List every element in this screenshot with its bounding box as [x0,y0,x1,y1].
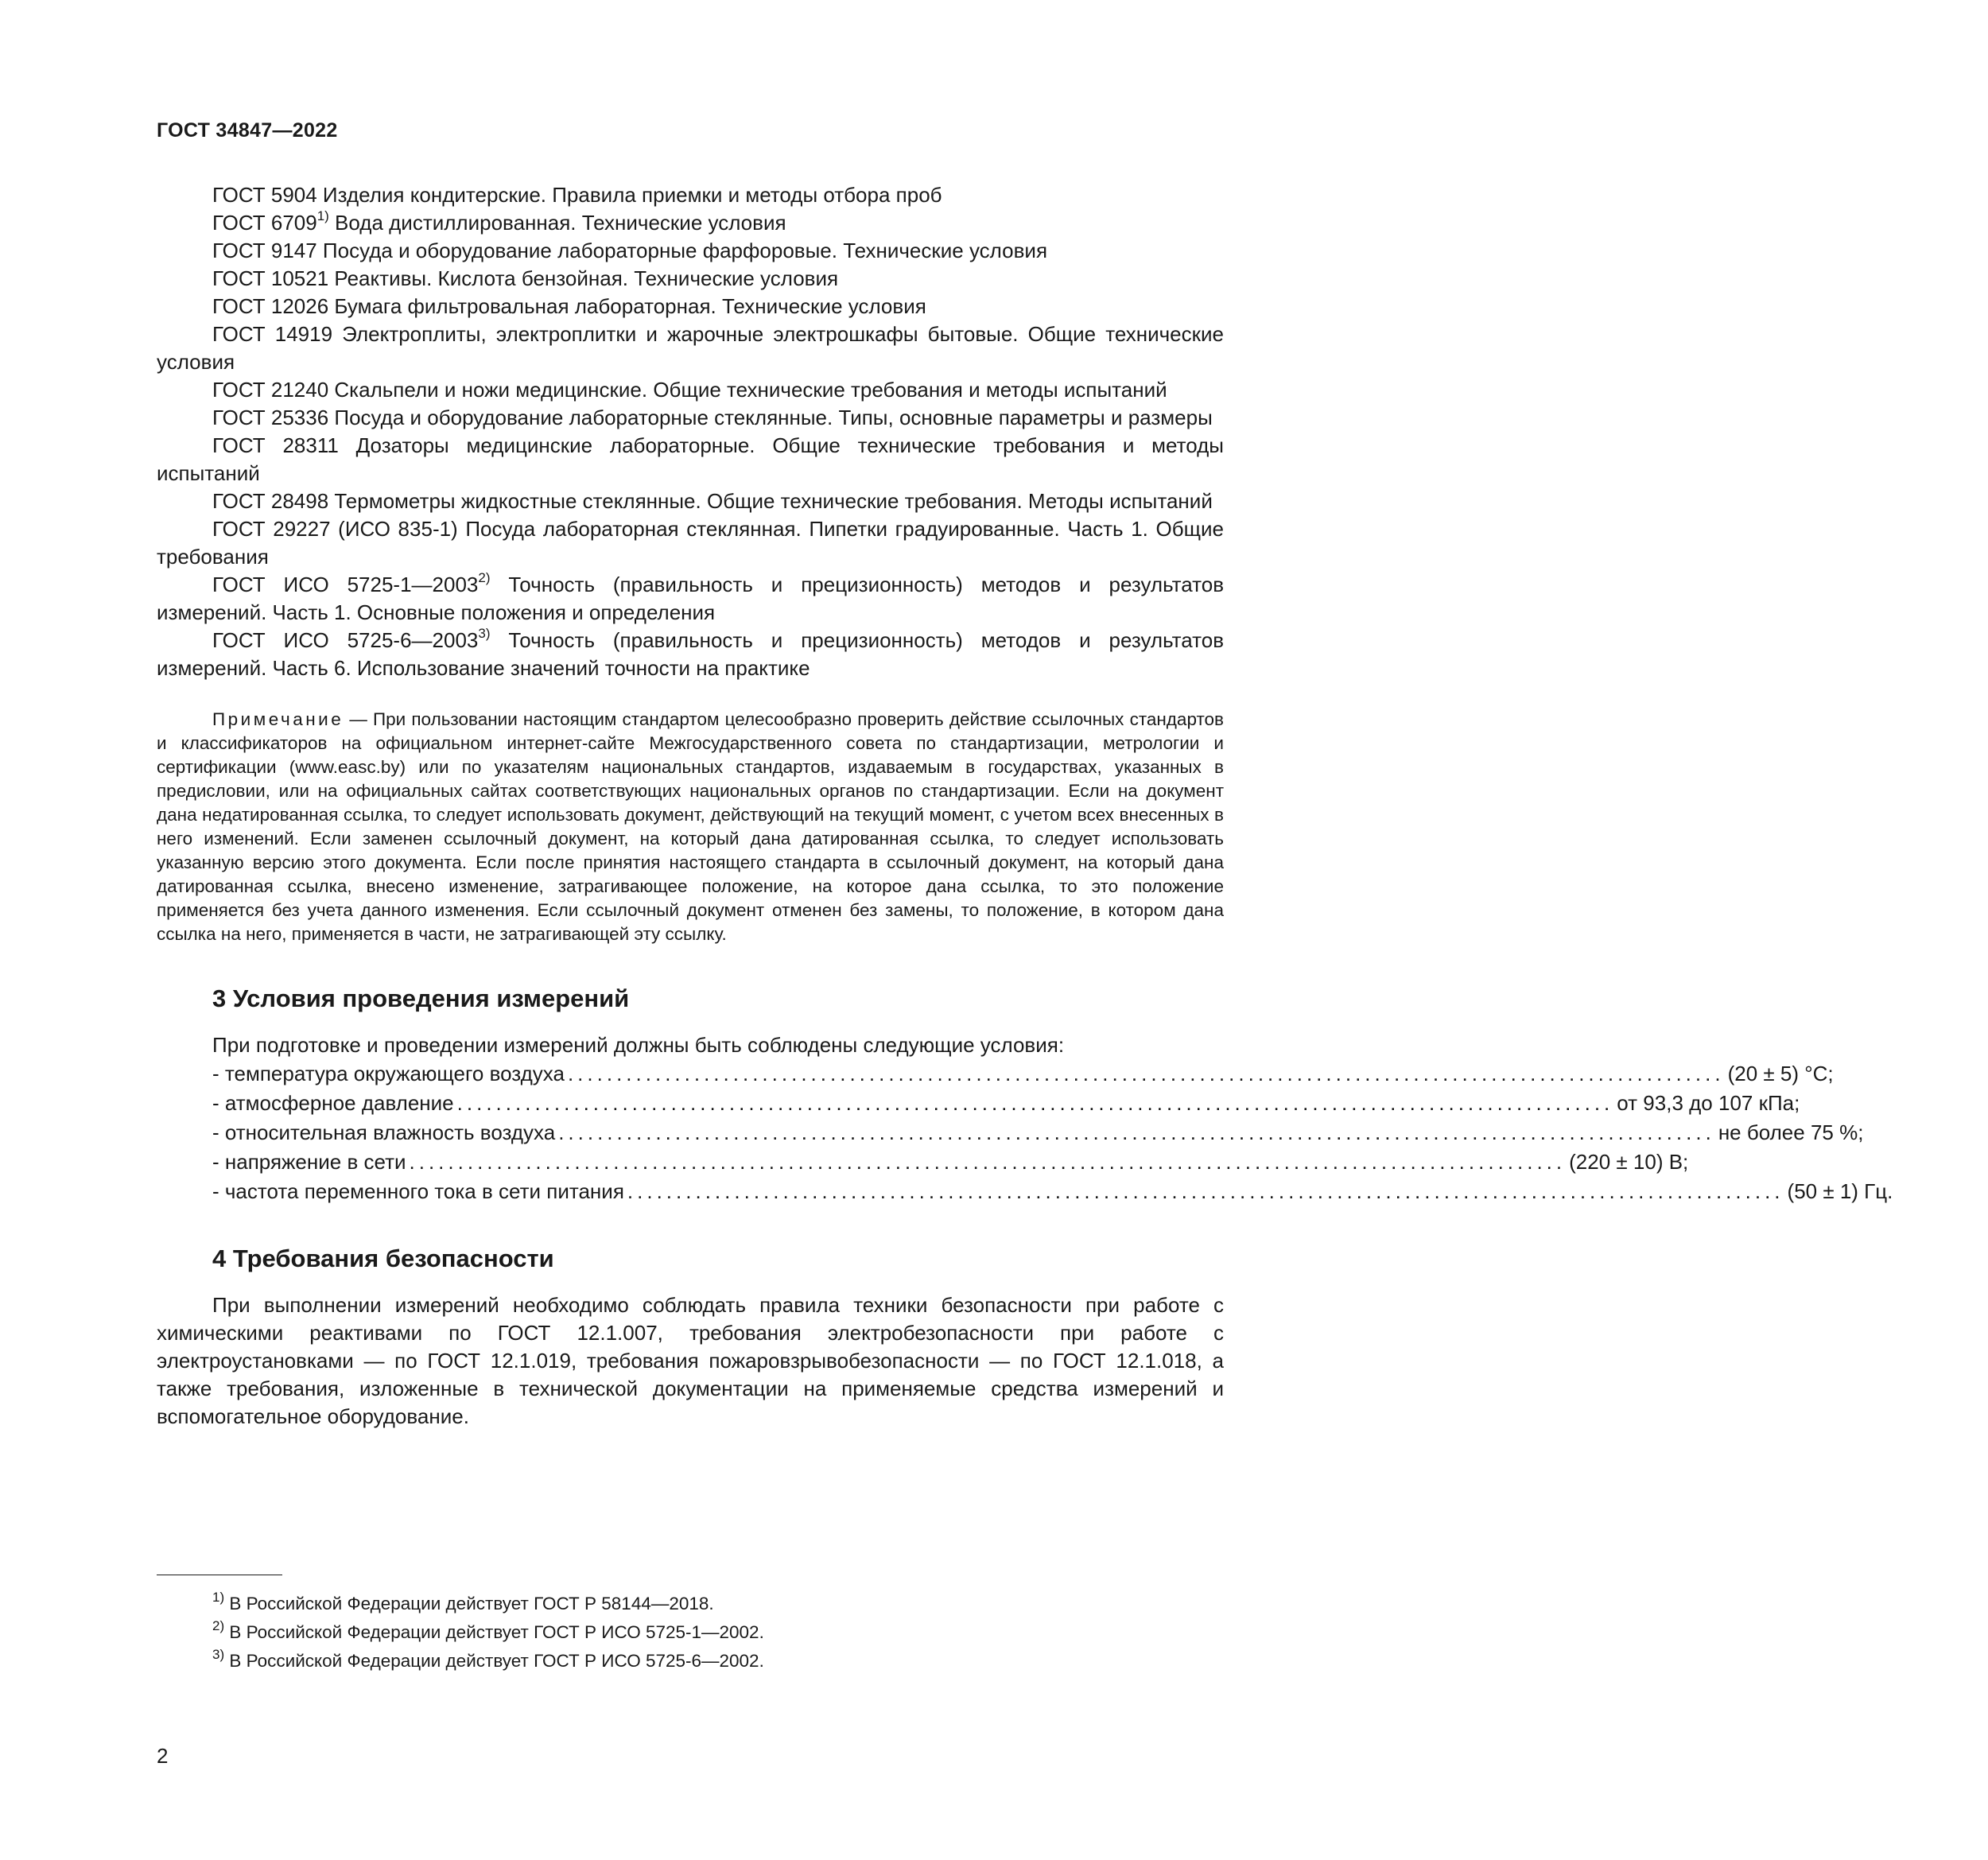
condition-label: - температура окружающего воздуха [212,1062,565,1085]
reference-item: ГОСТ 12026 Бумага фильтровальная лабораторная. Технические условия [212,294,926,318]
footnote-mark: 3) [212,1646,225,1662]
section-4-paragraph: При выполнении измерений необходимо соблюдать правила техники безопасности при работе с химическими реактивами по ГОСТ 12.1.007, требования электробезопасности при работе с электроустановками — по ГОСТ 12.1.019, требования пожаровзрывобезопасности — по ГОСТ 12.1.018, а также требования, изложенные в технической документации на применяемые средства измерений и вспомогательное оборудование. [157,1293,1224,1428]
condition-row [157,1118,1864,1147]
references-list [157,181,1224,682]
condition-row [157,1059,1834,1089]
condition-value: не более 75 %; [1718,1120,1864,1144]
note-text: — При пользовании настоящим стандартом целесообразно проверить действие ссылочных стандартов и классификаторов на официальном интернет-сайте Межгосударственного совета по стандартизации, метрологии и сертификации (www.easc.by) или по указателям национальных стандартов, издаваемым в государствах, указанных в предисловии, или на официальных сайтах соответствующих национальных органов по стандартизации. Если на документ дана недатированная ссылка, то следует использовать документ, действующий на текущий момент, с учетом всех внесенных в него изменений. Если заменен ссылочный документ, на который дана датированная ссылка, то следует использовать указанную версию этого документа. Если после принятия настоящего стандарта в ссылочный документ, на который дана датированная ссылка, внесено изменение, затрагивающее положение, на которое дана ссылка, то это положение применяется без учета данного изменения. Если ссылочный документ отменен без замены, то положение, в котором дана ссылка на него, применяется в части, не затрагивающей эту ссылку. [157,709,1224,944]
section-3-heading: 3 Условия проведения измерений [212,984,630,1012]
dot-leader: ....................................................................................................................... [567,1062,1725,1085]
footnotes [157,1575,1224,1676]
reference-item: ГОСТ 25336 Посуда и оборудование лабораторные стеклянные. Типы, основные параметры и размеры [212,406,1213,429]
footnote-mark: 2) [212,1617,225,1633]
reference-item: ГОСТ 29227 (ИСО 835-1) Посуда лабораторная стеклянная. Пипетки градуированные. Часть 1. Общие требования [157,517,1224,569]
dot-leader: ....................................................................................................................... [456,1091,1614,1115]
reference-item: ГОСТ 10521 Реактивы. Кислота бензойная. Технические условия [212,266,839,290]
condition-label: - частота переменного тока в сети питания [212,1179,624,1203]
footnote-mark: 3) [478,626,491,642]
section-3-intro: При подготовке и проведении измерений должны быть соблюдены следующие условия: [212,1033,1065,1057]
condition-label: - напряжение в сети [212,1150,406,1174]
footnote-item: $^{3)}$ В Российской Федерации действует ГОСТ Р ИСО 5725-6—2002. [212,1646,764,1671]
reference-item: ГОСТ 6709$^{1)}$ Вода дистиллированная. Технические условия [212,208,786,235]
condition-row [157,1177,1893,1206]
note-label: Примечание [212,709,344,729]
reference-item: ГОСТ ИСО 5725-1—2003$^{2)}$ Точность (правильность и прецизионность) методов и результатов измерений. Часть 1. Основные положения и определения [157,570,1225,624]
section-4-heading: 4 Требования безопасности [212,1245,554,1272]
page-header: ГОСТ 34847—2022 [157,119,338,142]
footnote-item: $^{2)}$ В Российской Федерации действует ГОСТ Р ИСО 5725-1—2002. [212,1617,764,1642]
dot-leader: ....................................................................................................................... [409,1150,1567,1174]
conditions-list [157,1059,1893,1206]
reference-item: ГОСТ 21240 Скальпели и ножи медицинские. Общие технические требования и методы испытаний [212,378,1167,402]
document-body [157,181,1893,1431]
footnote-mark: 1) [316,208,329,224]
note-paragraph [157,708,1224,946]
footnote-item: $^{1)}$ В Российской Федерации действует ГОСТ Р 58144—2018. [212,1589,714,1613]
reference-item: ГОСТ 14919 Электроплиты, электроплитки и жарочные электрошкафы бытовые. Общие технические условия [157,322,1224,374]
reference-item: ГОСТ 28311 Дозаторы медицинские лабораторные. Общие технические требования и методы испытаний [157,433,1224,485]
dot-leader: ....................................................................................................................... [627,1179,1784,1203]
reference-item: ГОСТ 28498 Термометры жидкостные стеклянные. Общие технические требования. Методы испытаний [212,489,1213,513]
reference-item: ГОСТ 9147 Посуда и оборудование лабораторные фарфоровые. Технические условия [212,239,1048,262]
reference-item: ГОСТ ИСО 5725-6—2003$^{3)}$ Точность (правильность и прецизионность) методов и результатов измерений. Часть 6. Использование значений точности на практике [157,626,1225,680]
footnote-mark: 2) [478,570,491,586]
condition-row [157,1089,1800,1118]
condition-row [157,1147,1689,1177]
condition-value: (220 ± 10) В; [1569,1150,1689,1174]
dot-leader: ....................................................................................................................... [558,1120,1715,1144]
condition-value: (50 ± 1) Гц. [1787,1179,1893,1203]
condition-label: - атмосферное давление [212,1091,454,1115]
reference-item: ГОСТ 5904 Изделия кондитерские. Правила приемки и методы отбора проб [212,183,942,207]
page-number: 2 [157,1744,169,1768]
condition-value: от 93,3 до 107 кПа; [1617,1091,1800,1115]
condition-value: (20 ± 5) °С; [1727,1062,1834,1085]
footnote-mark: 1) [212,1589,225,1605]
condition-label: - относительная влажность воздуха [212,1120,556,1144]
